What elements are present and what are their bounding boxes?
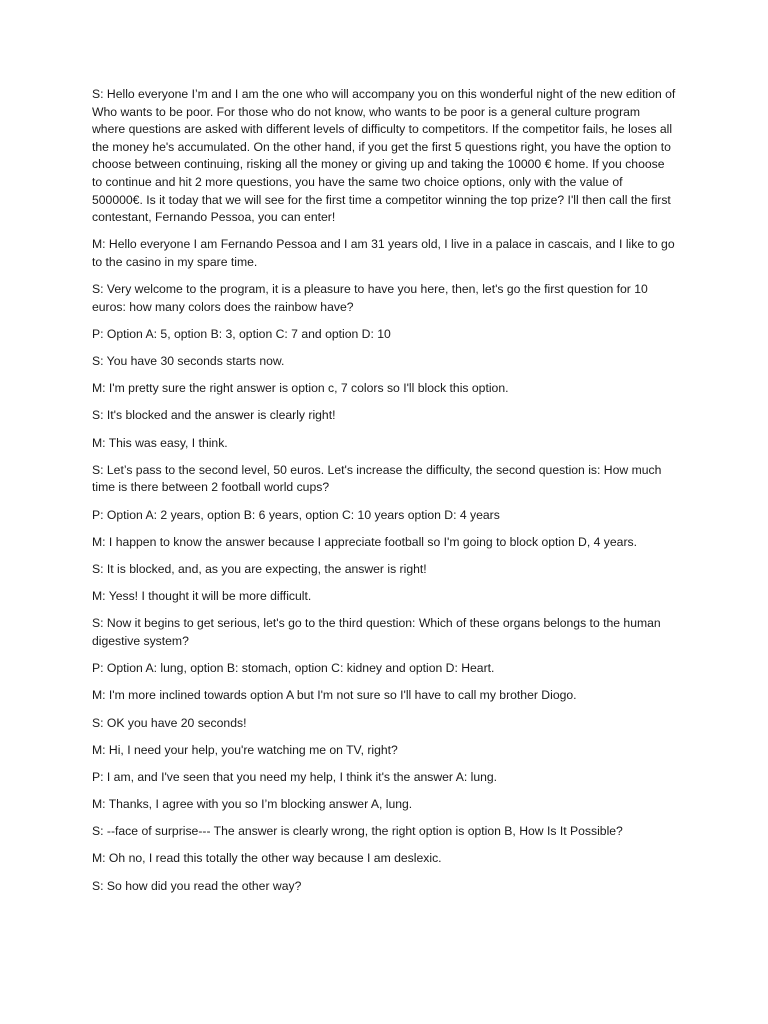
paragraph-phone-call: M: Hi, I need your help, you're watching me on TV, right?: [92, 742, 398, 757]
paragraph-second-options: P: Option A: 2 years, option B: 6 years, option C: 10 years option D: 4 years: [92, 507, 500, 522]
paragraph-first-confirm: S: It's blocked and the answer is clearly right!: [92, 408, 336, 423]
paragraph-first-answer: M: I'm pretty sure the right answer is option c, 7 colors so I'll block this option.: [92, 381, 509, 396]
paragraph-deslexic: M: Oh no, I read this totally the other way because I am deslexic.: [92, 851, 442, 866]
paragraph-timer-30: S: You have 30 seconds starts now.: [92, 354, 285, 369]
paragraph-second-question: S: Let’s pass to the second level, 50 euros. Let's increase the difficulty, the second question is: How much time is there between 2 football world cups?: [92, 462, 662, 495]
paragraph-third-question: S: Now it begins to get serious, let's go to the third question: Which of these organs belongs to the human digestive system?: [92, 616, 661, 648]
paragraph-block-a: M: Thanks, I agree with you so I’m blocking answer A, lung.: [92, 797, 413, 812]
paragraph-second-confirm: S: It is blocked, and, as you are expecting, the answer is right!: [92, 562, 427, 576]
paragraph-first-options: P: Option A: 5, option B: 3, option C: 7 and option D: 10: [92, 326, 391, 341]
paragraph-host-intro: S: Hello everyone I’m and I am the one who will accompany you on this wonderful night of the new edition of Who wants to be poor. For those who do not know, who wants to be poor is a general culture program where questions are asked with different levels of difficulty to competitors. If the competitor fails, he loses all the money he's accumulated. On the other hand, if you get the first 5 questions right, you have the option to choose between continuing, risking all the money or giving up and taking the 10000 € home. If you choose to continue and hit 2 more questions, you have the same two choice options, only with the value of 500000€. Is it today that we will see for the first time a competitor winning the top prize? I'll then call the first contestant, Fernando Pessoa, you can enter!: [92, 87, 676, 225]
paragraph-timer-20: S: OK you have 20 seconds!: [92, 715, 247, 730]
paragraph-other-way: S: So how did you read the other way?: [92, 878, 302, 893]
paragraph-brother-answer: P: I am, and I've seen that you need my help, I think it's the answer A: lung.: [92, 769, 498, 784]
paragraph-call-brother: M: I'm more inclined towards option A but I'm not sure so I'll have to call my brother Diogo.: [92, 688, 577, 703]
paragraph-contestant-intro: M: Hello everyone I am Fernando Pessoa and I am 31 years old, I live in a palace in cascais, and I like to go to the casino in my spare time.: [92, 237, 675, 269]
paragraph-yess: M: Yess! I thought it will be more difficult.: [92, 589, 312, 604]
paragraph-first-question: S: Very welcome to the program, it is a pleasure to have you here, then, let's go the first question for 10 euros: how many colors does the rainbow have?: [92, 282, 648, 314]
document-page: [92, 86, 676, 905]
paragraph-third-options: P: Option A: lung, option B: stomach, option C: kidney and option D: Heart.: [92, 661, 495, 676]
paragraph-surprise: S: --face of surprise--- The answer is clearly wrong, the right option is option B, How Is It Possible?: [92, 824, 623, 839]
paragraph-easy: M: This was easy, I think.: [92, 435, 228, 450]
paragraph-second-answer: M: I happen to know the answer because I appreciate football so I'm going to block option D, 4 years.: [92, 534, 637, 549]
